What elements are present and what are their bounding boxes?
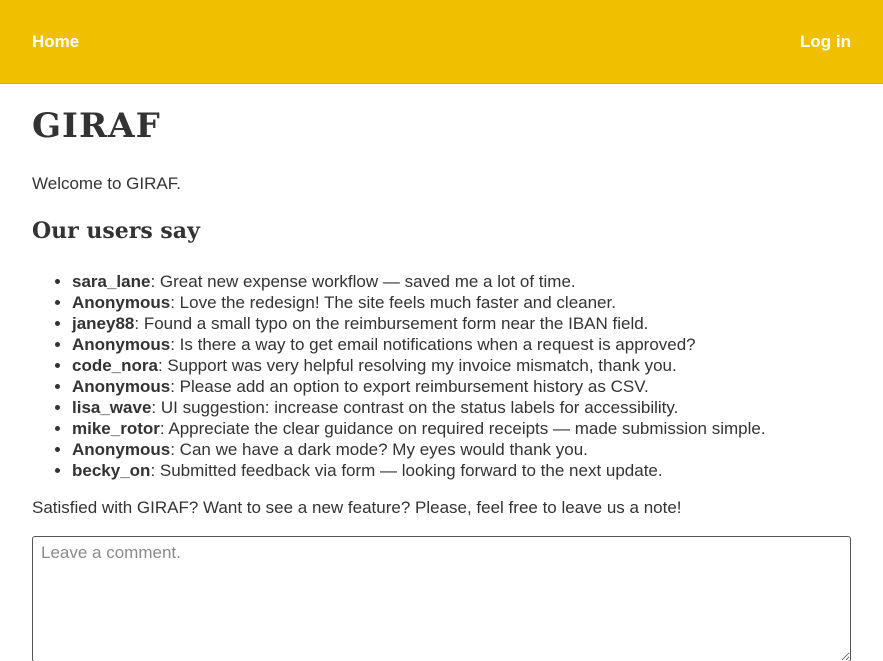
- review-text: : Submitted feedback via form — looking forward to the next update.: [150, 461, 663, 480]
- list-item: [72, 439, 851, 460]
- review-text: : Can we have a dark mode? My eyes would thank you.: [170, 440, 588, 459]
- list-item: [72, 418, 851, 439]
- page-title: GIRAF: [32, 106, 161, 146]
- list-item: [72, 313, 851, 334]
- review-user: code_nora: [72, 356, 158, 375]
- list-item: [72, 355, 851, 376]
- review-user: janey88: [72, 314, 135, 333]
- review-text: : Love the redesign! The site feels much faster and cleaner.: [170, 293, 616, 312]
- welcome-text: Welcome to GIRAF.: [32, 174, 181, 193]
- home-link[interactable]: Home: [32, 31, 80, 51]
- review-text: : Appreciate the clear guidance on required receipts — made submission simple.: [159, 419, 766, 438]
- review-text: : Found a small typo on the reimbursement form near the IBAN field.: [134, 314, 649, 333]
- comment-textarea[interactable]: [32, 536, 851, 661]
- review-text: : Please add an option to export reimbursement history as CSV.: [170, 377, 649, 396]
- comment-prompt: Satisfied with GIRAF? Want to see a new feature? Please, feel free to leave us a note!: [32, 498, 682, 517]
- review-user: sara_lane: [72, 272, 151, 291]
- reviews-list: [32, 271, 851, 481]
- main-content: [0, 106, 883, 661]
- review-user: Anonymous: [72, 335, 171, 354]
- review-text: : Support was very helpful resolving my invoice mismatch, thank you.: [157, 356, 677, 375]
- login-link[interactable]: Log in: [800, 31, 851, 51]
- review-user: Anonymous: [72, 293, 171, 312]
- top-navigation-bar: [0, 0, 883, 84]
- list-item: [72, 292, 851, 313]
- review-user: mike_rotor: [72, 419, 160, 438]
- list-item: [72, 271, 851, 292]
- review-user: lisa_wave: [72, 398, 152, 417]
- review-user: becky_on: [72, 461, 151, 480]
- review-text: : Is there a way to get email notifications when a request is approved?: [170, 335, 696, 354]
- review-user: Anonymous: [72, 377, 171, 396]
- list-item: [72, 460, 851, 481]
- review-text: : UI suggestion: increase contrast on the status labels for accessibility.: [151, 398, 679, 417]
- review-text: : Great new expense workflow — saved me a lot of time.: [150, 272, 576, 291]
- reviews-heading: Our users say: [32, 218, 200, 244]
- list-item: [72, 397, 851, 418]
- list-item: [72, 334, 851, 355]
- review-user: Anonymous: [72, 440, 171, 459]
- list-item: [72, 376, 851, 397]
